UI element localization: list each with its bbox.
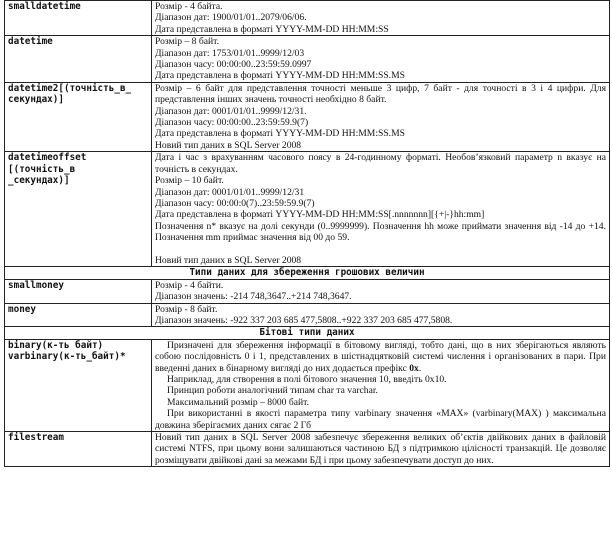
section-heading: Типи даних для збереження грошових величин <box>5 267 610 279</box>
type-name-cell <box>5 279 152 303</box>
type-name-cell <box>5 339 152 431</box>
desc-line: Розмір - 4 байти. <box>155 279 224 291</box>
hex-prefix: 0x <box>409 362 419 374</box>
table-row-datetimeoffset <box>5 152 610 267</box>
type-name: smalldatetime <box>8 1 81 12</box>
desc-line: Діапазон дат: 0001/01/01..9999/12/31 <box>155 186 305 198</box>
desc-line: Діапазон часу: 00:00:00..23:59:59.9(7) <box>155 117 309 129</box>
desc-line: Діапазон значень: -214 748,3647..+214 748,3647. <box>155 291 352 303</box>
desc-paragraph: Новий тип даних в SQL Server 2008 забезпечує збереження великих об’єктів двійкових даних в файловій системі NTFS, при цьому вони залишаються частиною БД з підтримкою цілісності транзакцій. Це дозволяє розміщувати двійкові дані за межами БД і при цьому забезпечувати доступ до них. <box>155 432 606 466</box>
section-heading: Бітові типи даних <box>5 327 610 339</box>
type-name: datetime2[(точність_в_ <box>8 82 132 94</box>
desc-line: Новий тип даних в SQL Server 2008 <box>155 254 302 266</box>
desc-line: Діапазон дат: 1900/01/01..2079/06/06. <box>155 12 307 24</box>
type-description-cell <box>152 432 610 467</box>
desc-paragraph: Наприклад, для створення в полі бітового значення 10, введіть 0x10. <box>167 373 447 385</box>
type-description-cell <box>152 1 610 36</box>
table-row-datetime <box>5 36 610 83</box>
type-name: filestream <box>8 432 64 444</box>
type-name-cell <box>5 36 152 83</box>
desc-line: Діапазон дат: 1753/01/01..9999/12/03 <box>155 47 305 59</box>
desc-line: Дата представлена в форматі YYYY-MM-DD HH:MM:SS.MS <box>155 128 405 140</box>
type-description-cell <box>152 303 610 327</box>
desc-paragraph: Дата і час з врахуванням часового поясу в 24-годинному форматі. Необов’язковий параметр n вказує на точність в секундах. <box>155 152 606 175</box>
desc-line: Діапазон часу: 00:00:0(7)..23:59:59.9(7) <box>155 197 315 209</box>
blank-line <box>155 244 606 255</box>
desc-paragraph: Розмір – 6 байт для представлення точності меньше 3 цифр, 7 байт - для точності в 3 і 4 цифри. Для представлення інших значень точності необхідно 8 байт. <box>155 82 606 106</box>
type-name-continued: _секундах)] <box>8 175 70 187</box>
table-row-money <box>5 303 610 327</box>
type-name-cell <box>5 303 152 327</box>
table-row-binary <box>5 339 610 431</box>
section-row-money-types <box>5 267 610 279</box>
type-name: money <box>8 303 36 315</box>
section-row-bit-types <box>5 327 610 339</box>
type-name: datetime <box>8 36 53 48</box>
desc-paragraph: Позначення n* вказує на долі секунди (0..9999999). Позначення hh може приймати значення від -14 до +14. Позначення mm приймає значення від 00 до 59. <box>155 220 606 244</box>
type-name: datetimeoffset [(точність_в <box>8 152 87 175</box>
desc-line: Дата представлена в форматі YYYY-MM-DD HH:MM:SS.MS <box>155 70 405 82</box>
table-row-smalldatetime <box>5 1 610 36</box>
desc-line: Діапазон часу: 00:00:00..23:59:59.0997 <box>155 59 312 71</box>
desc-line: Новий тип даних в SQL Server 2008 <box>155 139 302 151</box>
desc-line: Розмір – 10 байт. <box>155 175 224 187</box>
type-description-cell <box>152 36 610 83</box>
type-description-cell <box>152 82 610 151</box>
desc-line: Дата представлена в форматі YYYY-MM-DD HH:MM:SS[.nnnnnnn][{+|-}hh:mm] <box>155 209 485 221</box>
table-row-filestream <box>5 432 610 467</box>
desc-line: Розмір - 4 байта. <box>155 1 223 12</box>
table-row-smallmoney <box>5 279 610 303</box>
desc-paragraph: Принцип роботи аналогічний типам char та varchar. <box>167 385 378 397</box>
type-description-cell <box>152 152 610 267</box>
desc-line: Розмір - 8 байт. <box>155 303 218 315</box>
desc-paragraph: При використанні в якості параметра типу varbinary значення «MAX» (varbinary(MAX) ) максимальна довжина зберігаємих даних сягає 2 Гб <box>155 408 606 431</box>
desc-line: Розмір – 8 байт. <box>155 36 220 48</box>
desc-line: Діапазон дат: 0001/01/01..9999/12/31. <box>155 105 307 117</box>
type-name-cell <box>5 152 152 267</box>
desc-text: . <box>418 362 422 374</box>
type-name-cell <box>5 82 152 151</box>
desc-line: Дата представлена в форматі YYYY-MM-DD HH:MM:SS <box>155 23 389 35</box>
data-types-table <box>4 0 610 467</box>
desc-paragraph <box>155 340 606 374</box>
type-name: binary(к-ть байт) <box>8 339 104 351</box>
type-name-continued: секундах)] <box>8 94 64 106</box>
type-name-cell <box>5 432 152 467</box>
type-name-cell <box>5 1 152 36</box>
type-name-secondary: varbinary(к-ть_байт)* <box>8 351 126 363</box>
type-description-cell <box>152 339 610 431</box>
table-row-datetime2 <box>5 82 610 151</box>
type-description-cell <box>152 279 610 303</box>
desc-line: Діапазон значень: -922 337 203 685 477,5808..+922 337 203 685 477,5808. <box>155 314 453 326</box>
type-name: smallmoney <box>8 279 64 291</box>
desc-text: Призначені для збереження інформації в бітовому вигляді, тобто дані, що в них зберігаються являють собою послідовність 0 і 1, представлених в шістнадцятковій системі числення і організованих в пари. При введенні даних в бінарному вигляді до них додається префікс <box>155 339 606 374</box>
desc-paragraph: Максимальний розмір – 8000 байт. <box>167 396 310 408</box>
